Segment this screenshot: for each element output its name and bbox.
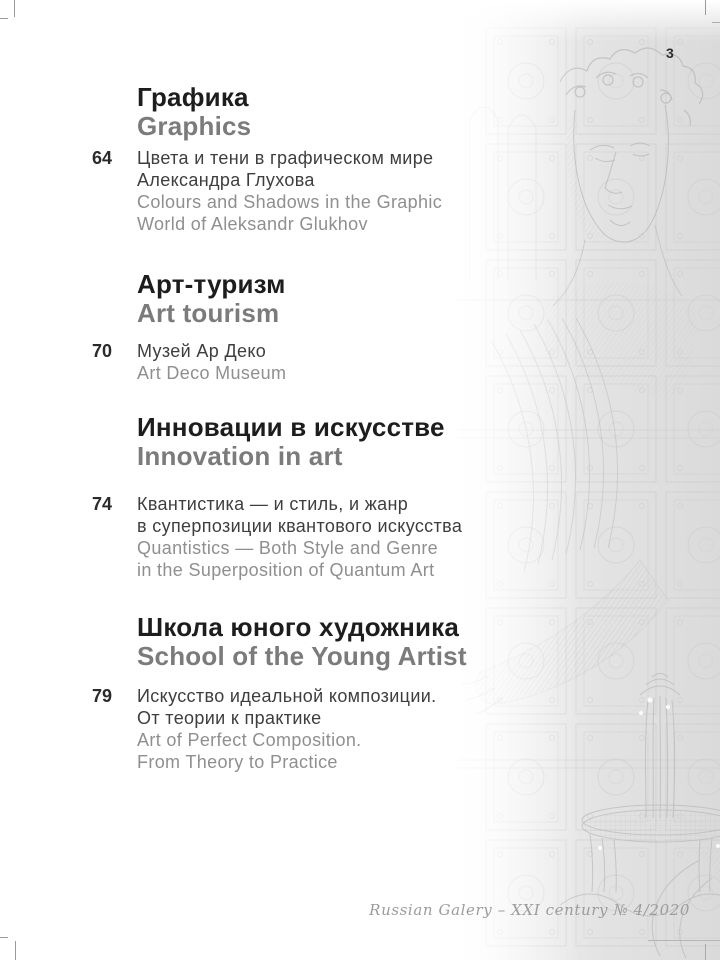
entry-title-en-line: World of Aleksandr Glukhov [137,214,368,234]
crop-mark-top-left-vertical [14,0,15,17]
toc-entry [92,493,462,581]
entry-title-en-line: Quantistics — Both Style and Genre [137,538,439,558]
crop-mark-bottom-left-vertical [15,941,16,960]
section-heading-innovation [137,413,445,471]
crop-mark-bottom-left-horizontal [0,937,8,938]
toc-entry [92,147,442,235]
entry-title-ru-line[interactable]: Александра Глухова [137,170,315,190]
entry-title-en-line: Art of Perfect Composition. [137,730,362,750]
section-heading-graphics [137,83,251,141]
section-title-en: Innovation in art [137,441,343,471]
crop-mark-top-right-vertical [705,0,706,15]
entry-title-ru-line[interactable]: Цвета и тени в графическом мире [137,148,434,168]
entry-page-number[interactable]: 64 [92,148,113,168]
entry-title-en-line: Art Deco Museum [137,363,287,383]
section-title-ru: Инновации в искусстве [137,412,445,442]
crop-mark-bottom-right-horizontal [648,940,720,941]
entry-title-ru-line[interactable]: Музей Ар Деко [137,341,267,361]
entry-title-ru-line[interactable]: От теории к практике [137,708,322,728]
section-title-ru: Арт-туризм [137,269,286,299]
entry-page-number[interactable]: 79 [92,686,113,706]
section-heading-art-tourism [137,270,286,328]
section-title-ru: Школа юного художника [137,612,460,642]
toc-entry [92,340,286,384]
section-heading-young-artist-school [137,613,467,671]
crop-mark-top-right-horizontal [712,22,720,23]
entry-title-en-line: Colours and Shadows in the Graphic [137,192,443,212]
section-title-en: Art tourism [137,298,280,328]
crop-mark-top-left-horizontal [0,18,8,19]
entry-page-number[interactable]: 70 [92,341,113,361]
page-number: 3 [666,45,674,61]
entry-title-ru-line[interactable]: Квантистика — и стиль, и жанр [137,494,409,514]
section-title-en: Graphics [137,111,252,141]
entry-title-en-line: From Theory to Practice [137,752,338,772]
entry-page-number[interactable]: 74 [92,494,113,514]
entry-title-ru-line[interactable]: Искусство идеальной композиции. [137,686,437,706]
entry-title-en-line: in the Superposition of Quantum Art [137,560,435,580]
section-title-ru: Графика [137,82,249,112]
entry-title-ru-line[interactable]: в суперпозиции квантового искусства [137,516,463,536]
toc-entry [92,685,437,773]
section-title-en: School of the Young Artist [137,641,467,671]
magazine-footer: Russian Galery – XXI century № 4/2020 [369,901,690,919]
crop-mark-bottom-right-vertical [705,944,706,960]
